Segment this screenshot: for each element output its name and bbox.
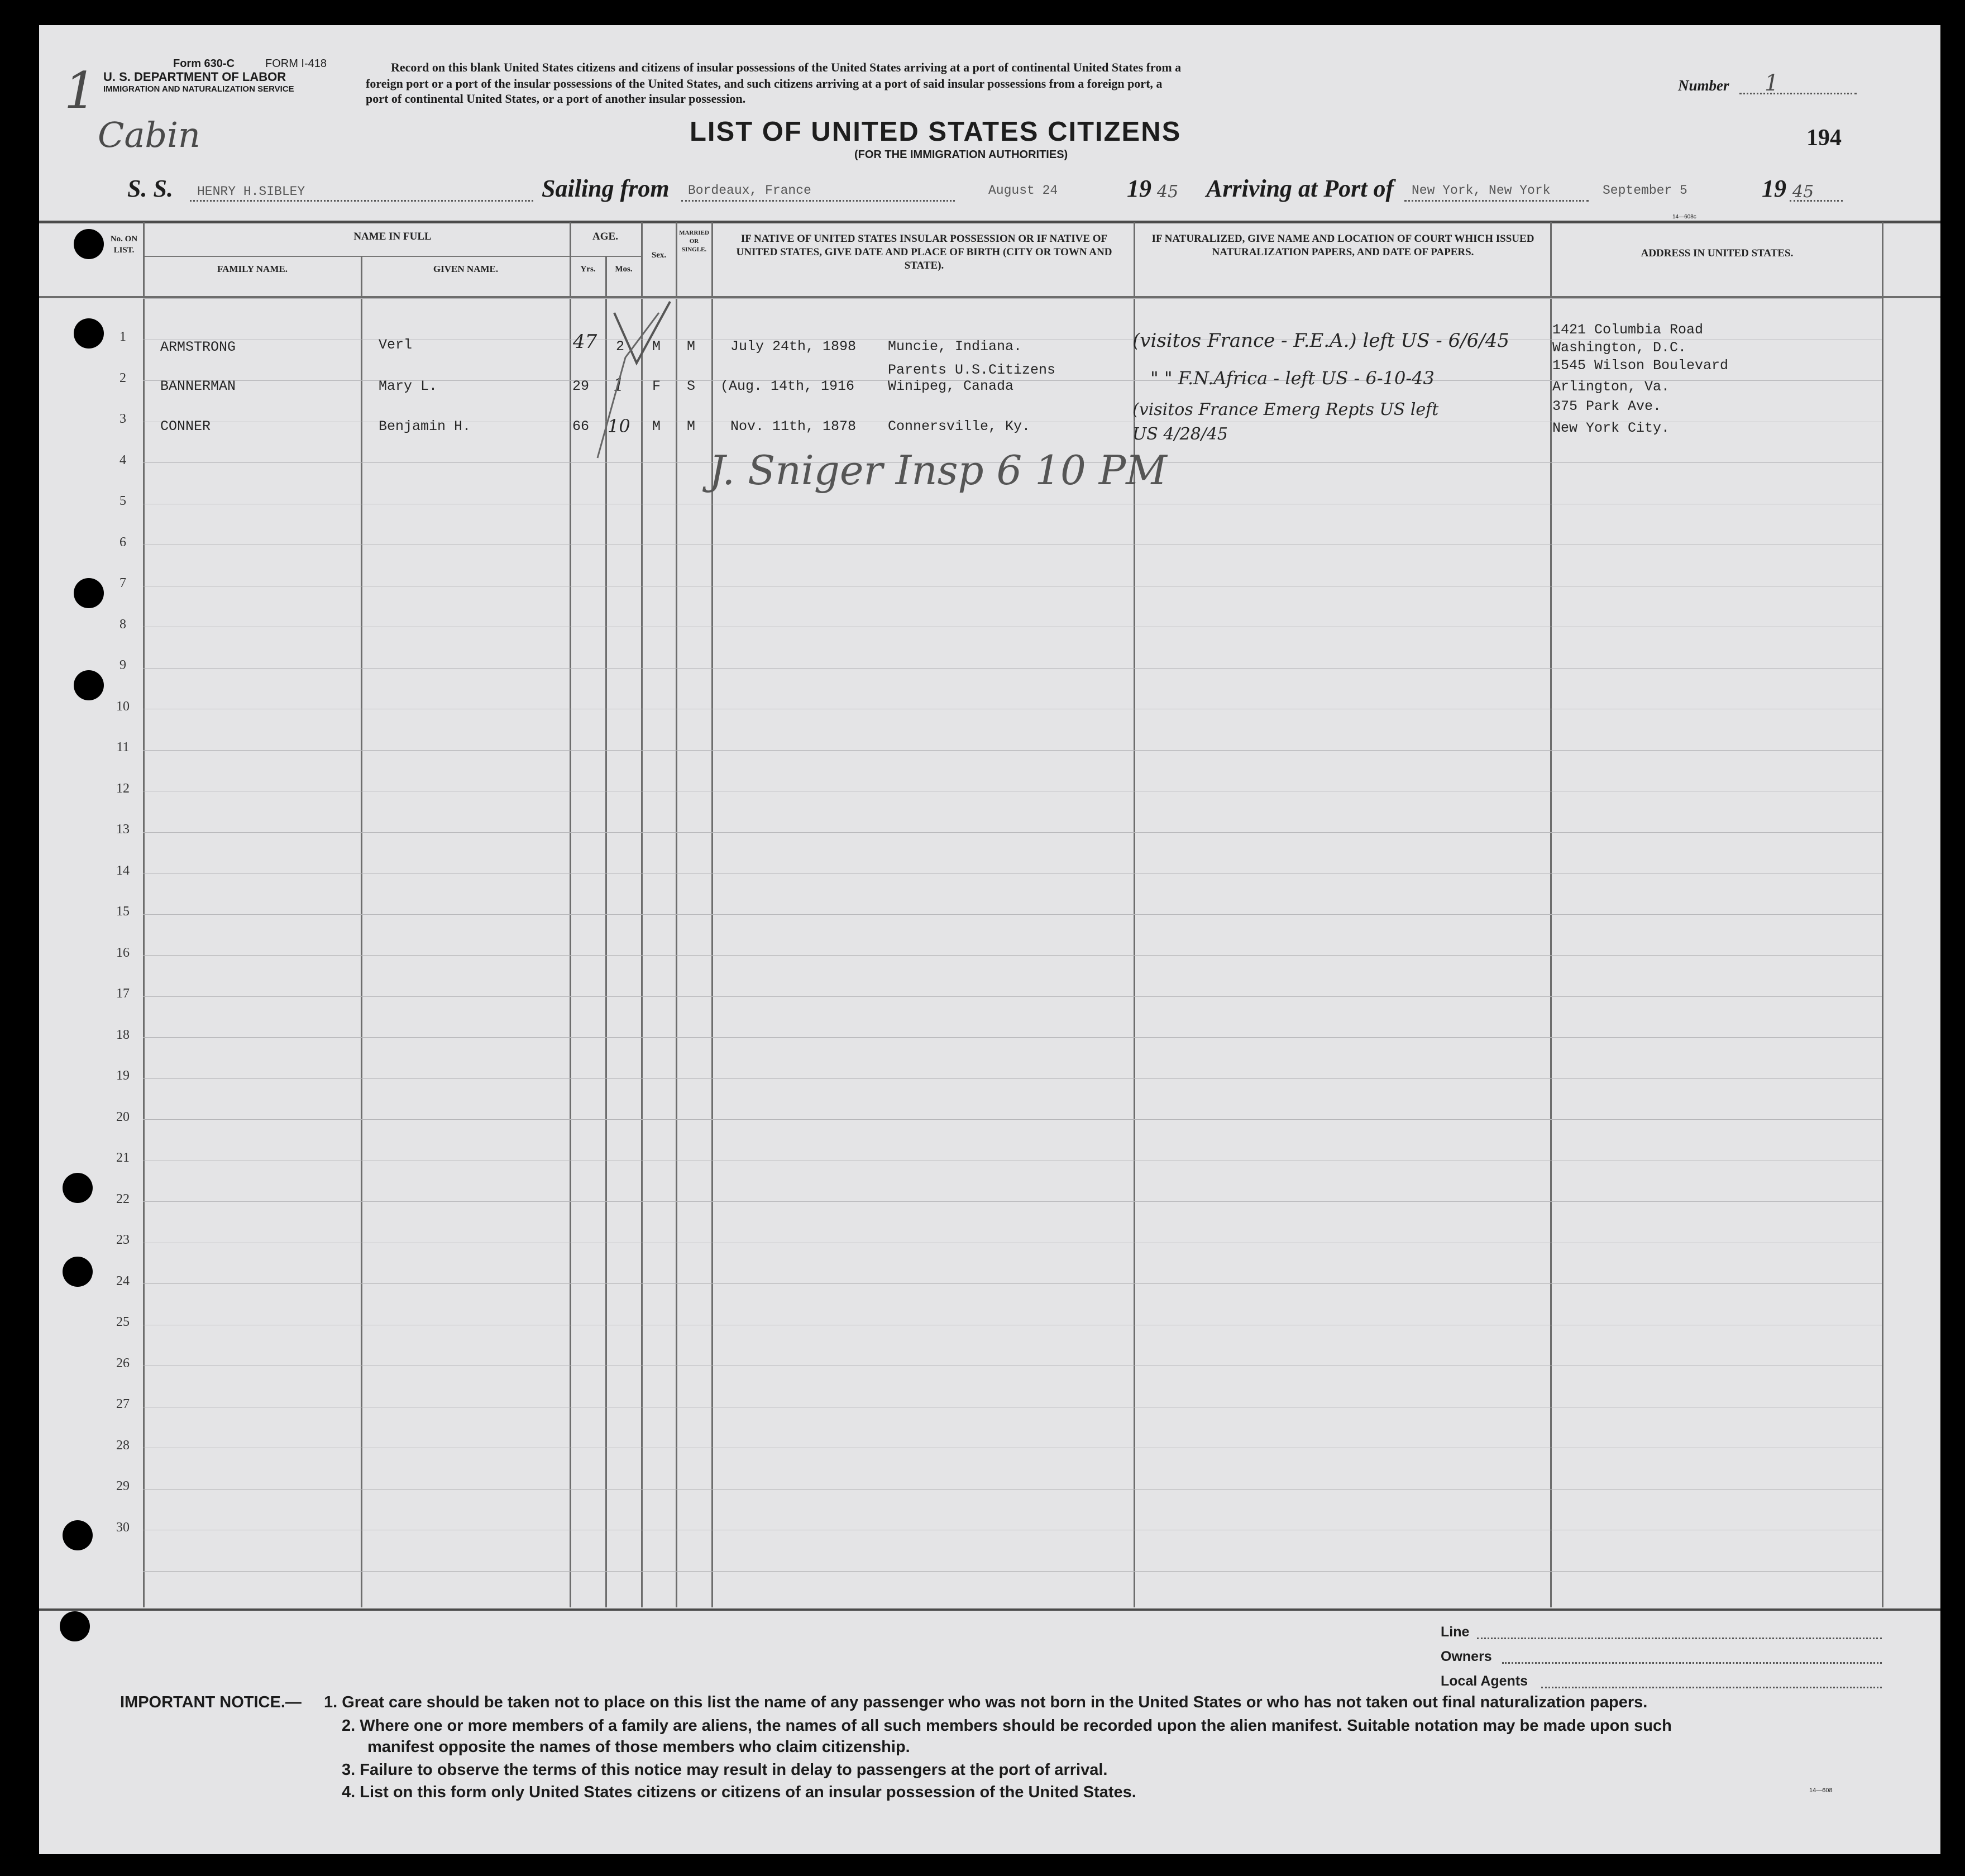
ruled-line bbox=[143, 914, 1882, 915]
row-number: 18 bbox=[116, 1028, 130, 1042]
ship-line bbox=[190, 200, 533, 202]
row-number: 1 bbox=[119, 330, 126, 344]
ruled-line bbox=[143, 750, 1882, 751]
row-number: 11 bbox=[116, 740, 130, 755]
row-2-address: 1545 Wilson Boulevard bbox=[1552, 357, 1729, 374]
footer-code: 14—608 bbox=[1809, 1787, 1833, 1794]
arriving-port: New York, New York bbox=[1412, 183, 1551, 198]
header-name-in-full: NAME IN FULL bbox=[353, 231, 432, 242]
row-2-birth-place-2: Winipeg, Canada bbox=[888, 378, 1014, 394]
ship-name: HENRY H.SIBLEY bbox=[197, 184, 305, 199]
row-number: 25 bbox=[116, 1315, 130, 1329]
row-number: 23 bbox=[116, 1233, 130, 1247]
row-3-mos: 10 bbox=[608, 416, 630, 437]
ruled-line bbox=[143, 1489, 1882, 1490]
row-3-ms: M bbox=[687, 418, 696, 435]
row-1-ms: M bbox=[687, 338, 696, 355]
header-mos: Mos. bbox=[615, 265, 633, 274]
row-1-mos: 2 bbox=[616, 338, 625, 355]
header-married: MARRIED OR SINGLE. bbox=[679, 230, 709, 253]
header-naturalized: IF NATURALIZED, GIVE NAME AND LOCATION OF COURT WHICH ISSUED NATURALIZATION PAPERS, AND DATE OF PAPERS. bbox=[1151, 233, 1534, 258]
ruled-line bbox=[143, 955, 1882, 956]
col-divider bbox=[1882, 222, 1883, 1607]
col-divider bbox=[1550, 222, 1552, 1607]
header-age: AGE. bbox=[592, 231, 618, 242]
row-3-birth-date: Nov. 11th, 1878 bbox=[730, 418, 857, 435]
service: IMMIGRATION AND NATURALIZATION SERVICE bbox=[103, 84, 294, 94]
punch-hole bbox=[74, 670, 104, 700]
row-number: 30 bbox=[116, 1520, 130, 1535]
row-1-given: Verl bbox=[379, 337, 413, 353]
row-3-address-2: New York City. bbox=[1552, 420, 1670, 436]
ruled-line bbox=[143, 832, 1882, 833]
ruled-line bbox=[143, 996, 1882, 997]
sailing-from-label: Sailing from bbox=[542, 175, 670, 202]
row-1-birth-date: July 24th, 1898 bbox=[730, 338, 857, 355]
row-3-yrs: 66 bbox=[572, 418, 590, 435]
instructions-line-2: foreign port or a port of the insular possessions of the United States, and such citizens arriving at a port of said insular possessions from a foreign port, a bbox=[366, 77, 1163, 90]
ruled-line bbox=[143, 1037, 1882, 1038]
ruled-line bbox=[143, 1283, 1882, 1284]
sailing-date: August 24 bbox=[988, 183, 1058, 198]
row-number: 6 bbox=[119, 535, 126, 550]
print-code: 14—608c bbox=[1672, 214, 1696, 220]
row-number: 29 bbox=[116, 1479, 130, 1493]
row-number: 15 bbox=[116, 904, 130, 919]
row-2-yrs: 29 bbox=[572, 378, 590, 394]
row-1-yrs: 47 bbox=[573, 331, 597, 353]
ruled-line bbox=[143, 1201, 1882, 1202]
ruled-line bbox=[143, 1119, 1882, 1120]
line-field bbox=[1477, 1638, 1882, 1639]
col-divider bbox=[570, 222, 571, 1607]
header-yrs: Yrs. bbox=[580, 265, 596, 274]
arrival-date: September 5 bbox=[1603, 183, 1687, 198]
row-2-birth-place: Parents U.S.Citizens bbox=[888, 362, 1056, 378]
row-2-ms: S bbox=[687, 378, 696, 394]
punch-hole bbox=[60, 1611, 90, 1641]
row-2-birth-date: (Aug. 14th, 1916 bbox=[720, 378, 855, 394]
row-number: 14 bbox=[116, 863, 130, 878]
row-number: 3 bbox=[119, 412, 126, 426]
row-number: 19 bbox=[116, 1068, 130, 1083]
check-marks bbox=[581, 290, 692, 469]
year-prefix-1: 19 bbox=[1127, 175, 1151, 202]
notice-3: 3. Failure to observe the terms of this notice may result in delay to passengers at the port of arrival. bbox=[342, 1761, 1108, 1779]
owners-label: Owners bbox=[1441, 1649, 1492, 1664]
ss-label: S. S. bbox=[127, 175, 173, 202]
row-2-mos: 1 bbox=[613, 374, 625, 395]
sailing-from: Bordeaux, France bbox=[688, 183, 811, 198]
row-3-birth-place: Connersville, Ky. bbox=[888, 418, 1031, 435]
row-number: 4 bbox=[119, 453, 126, 467]
header-birth: IF NATIVE OF UNITED STATES INSULAR POSSESSION OR IF NATIVE OF UNITED STATES, GIVE DATE AND PLACE OF BIRTH (CITY OR TOWN AND STATE). bbox=[736, 233, 1112, 271]
row-2-naturalized: " " F.N.Africa - left US - 6-10-43 bbox=[1150, 367, 1435, 389]
row-3-family: CONNER bbox=[160, 418, 211, 435]
notice-4: 4. List on this form only United States citizens or citizens of an insular possession of the United States. bbox=[342, 1783, 1136, 1801]
col-divider bbox=[361, 256, 362, 1607]
margin-mark: 1 bbox=[64, 61, 97, 120]
row-number: 16 bbox=[116, 946, 130, 960]
row-number: 5 bbox=[119, 494, 126, 508]
row-number: 26 bbox=[116, 1356, 130, 1371]
inspector-note: J. Sniger Insp 6 10 PM bbox=[709, 447, 1167, 494]
row-number: 20 bbox=[116, 1110, 130, 1124]
row-number: 28 bbox=[116, 1438, 130, 1453]
form-number: Form 630-C bbox=[173, 58, 235, 70]
row-3-address: 375 Park Ave. bbox=[1552, 398, 1662, 414]
cabin-note: Cabin bbox=[98, 114, 200, 155]
punch-hole bbox=[63, 1257, 93, 1287]
agents-field bbox=[1541, 1687, 1882, 1688]
row-3-naturalized: (visitos France Emerg Repts US left US 4/28/45 bbox=[1132, 400, 1439, 444]
form-ref: FORM I-418 bbox=[265, 58, 327, 70]
ruled-line bbox=[143, 1078, 1882, 1079]
row-1-family: ARMSTRONG bbox=[160, 339, 236, 355]
manifest-page bbox=[39, 25, 1940, 1854]
year-line-2 bbox=[1790, 200, 1843, 202]
header-family-name: FAMILY NAME. bbox=[217, 264, 288, 274]
row-number: 2 bbox=[119, 371, 126, 385]
ruled-line bbox=[143, 298, 1882, 299]
header-sex: Sex. bbox=[651, 251, 667, 260]
row-number: 7 bbox=[119, 576, 126, 590]
row-number: 21 bbox=[116, 1151, 130, 1165]
table-top-rule bbox=[39, 221, 1940, 223]
table-bottom-rule bbox=[39, 1608, 1940, 1611]
line-label: Line bbox=[1441, 1624, 1470, 1640]
row-number: 9 bbox=[119, 658, 126, 672]
instructions-line-1: Record on this blank United States citizens and citizens of insular possessions of the United States arriving at a port of continental United States from a bbox=[391, 60, 1182, 74]
row-number: 12 bbox=[116, 781, 130, 796]
number-value: 1 bbox=[1765, 70, 1779, 96]
page-subtitle: (FOR THE IMMIGRATION AUTHORITIES) bbox=[854, 149, 1068, 161]
row-number: 17 bbox=[116, 986, 130, 1001]
agents-label: Local Agents bbox=[1441, 1673, 1528, 1689]
instructions-line-3: port of continental United States, or a port of another insular possession. bbox=[366, 92, 746, 106]
ruled-line bbox=[143, 1571, 1882, 1572]
row-number: 10 bbox=[116, 699, 130, 714]
row-2-given: Mary L. bbox=[379, 378, 438, 394]
row-number: 13 bbox=[116, 822, 130, 837]
row-2-address-2: Arlington, Va. bbox=[1552, 379, 1670, 395]
punch-hole bbox=[63, 1173, 93, 1203]
row-2-sex: F bbox=[652, 378, 661, 394]
notice-2a: 2. Where one or more members of a family are aliens, the names of all such members should be recorded upon the alien manifest. Suitable notation may be made upon such bbox=[342, 1717, 1672, 1735]
arriving-label: Arriving at Port of bbox=[1206, 175, 1394, 202]
name-sub-rule bbox=[144, 256, 641, 257]
header-address: ADDRESS IN UNITED STATES. bbox=[1641, 247, 1794, 259]
owners-field bbox=[1502, 1662, 1882, 1664]
header-given-name: GIVEN NAME. bbox=[433, 264, 499, 274]
notice-2b: manifest opposite the names of those members who claim citizenship. bbox=[367, 1738, 910, 1756]
row-1-sex: M bbox=[652, 338, 661, 355]
row-1-naturalized: (visitos France - F.E.A.) left US - 6/6/45 bbox=[1132, 330, 1510, 352]
number-label: Number bbox=[1678, 77, 1729, 94]
arriving-line bbox=[1404, 200, 1589, 202]
row-number: 22 bbox=[116, 1192, 130, 1206]
year-suffix-1: 45 bbox=[1157, 182, 1179, 202]
page-number: 194 bbox=[1806, 125, 1842, 151]
department: U. S. DEPARTMENT OF LABOR bbox=[103, 70, 286, 84]
year-suffix-2: 45 bbox=[1792, 182, 1814, 202]
notice-1: 1. Great care should be taken not to place on this list the name of any passenger who was not born in the United States or who has not taken out final naturalization papers. bbox=[324, 1693, 1648, 1711]
notice-title: IMPORTANT NOTICE.— bbox=[120, 1693, 302, 1711]
punch-hole bbox=[74, 229, 104, 259]
row-1-birth-place: Muncie, Indiana. bbox=[888, 338, 1022, 355]
row-number: 8 bbox=[119, 617, 126, 632]
row-3-sex: M bbox=[652, 418, 661, 435]
number-line bbox=[1739, 93, 1857, 94]
header-no-on-list: No. ON LIST. bbox=[110, 235, 138, 255]
ruled-line bbox=[143, 668, 1882, 669]
row-1-address-2: Washington, D.C. bbox=[1552, 340, 1687, 356]
punch-hole bbox=[63, 1520, 93, 1550]
row-2-family: BANNERMAN bbox=[160, 378, 236, 394]
row-1-address: 1421 Columbia Road bbox=[1552, 322, 1704, 338]
row-number: 27 bbox=[116, 1397, 130, 1411]
year-prefix-2: 19 bbox=[1762, 175, 1786, 202]
row-number: 24 bbox=[116, 1274, 130, 1288]
col-divider bbox=[711, 222, 713, 1607]
row-3-given: Benjamin H. bbox=[379, 418, 471, 435]
sailing-from-line bbox=[681, 200, 955, 202]
page-title: LIST OF UNITED STATES CITIZENS bbox=[690, 117, 1182, 147]
